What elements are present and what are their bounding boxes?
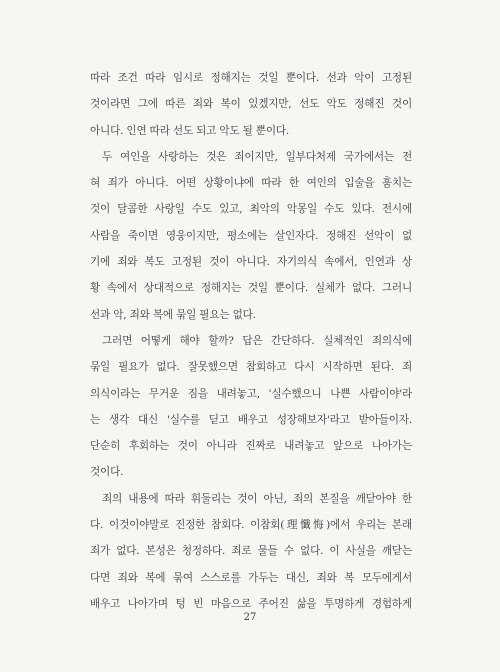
text-line: 혀 죄가 아니다. 어떤 상황이냐에 따라 한 여인의 입술을 훔치는 <box>90 177 412 190</box>
text-line: 것이다. <box>90 466 124 479</box>
paragraph-first-line: 그러면 어떻게 해야 할까? 답은 간단하다. 실체적인 죄의식에 <box>102 334 412 347</box>
text-line: 단순히 후회하는 것이 아니라 진짜로 내려놓고 앞으로 나아가는 <box>90 440 412 453</box>
text-line: 황 속에서 상대적으로 정해지는 것일 뿐이다. 실체가 없다. 그러니 <box>90 282 412 295</box>
text-line: 의식이라는 무거운 짐을 내려놓고, '실수했으니 나쁜 사람이야'라 <box>90 387 412 400</box>
text-line: 기에 죄와 복도 고정된 것이 아니다. 자기의식 속에서, 인연과 상 <box>90 256 412 269</box>
text-line: 선과 악, 죄와 복에 묶일 필요는 없다. <box>90 308 256 321</box>
text-line: 다. 이것이야말로 진정한 참회다. 이참회(理懺悔)에서 우리는 본래 <box>90 519 412 532</box>
text-line: 따라 조건 따라 임시로 정해지는 것일 뿐이다. 선과 악이 고정된 <box>90 72 412 84</box>
text-line: 는 생각 대신 '실수를 딛고 배우고 성장해보자'라고 받아들이자. <box>90 413 412 426</box>
text-line: 것이 달콤한 사랑일 수도 있고, 최악의 악몽일 수도 있다. 전시에 <box>90 203 412 216</box>
body-text <box>90 65 412 617</box>
text-line: 사람을 죽이면 영웅이지만, 평소에는 살인자다. 정해진 선악이 없 <box>90 229 412 242</box>
text-line: 배우고 나아가며 텅 빈 마음으로 주어진 삶을 투명하게 경험하게 <box>90 597 412 610</box>
text-line: 죄가 없다. 본성은 청정하다. 죄로 물들 수 없다. 이 사실을 깨닫는 <box>90 545 412 558</box>
paragraph-first-line: 죄의 내용에 따라 휘둘리는 것이 아닌, 죄의 본질을 깨닫아야 한 <box>102 492 412 505</box>
paragraph-first-line: 두 여인을 사랑하는 것은 죄이지만, 일부다처제 국가에서는 전 <box>102 150 412 163</box>
page-number: 27 <box>243 612 257 623</box>
text-line: 다면 죄와 복에 묶여 스스로를 가두는 대신, 죄와 복 모두에게서 <box>90 571 412 584</box>
text-line: 것이라면 그에 따른 죄와 복이 있겠지만, 선도 악도 정해진 것이 <box>90 98 412 111</box>
text-line: 아니다. 인연 따라 선도 되고 악도 될 뿐이다. <box>90 124 290 137</box>
text-line: 묶일 필요가 없다. 잘못했으면 참회하고 다시 시작하면 된다. 죄 <box>90 361 412 374</box>
